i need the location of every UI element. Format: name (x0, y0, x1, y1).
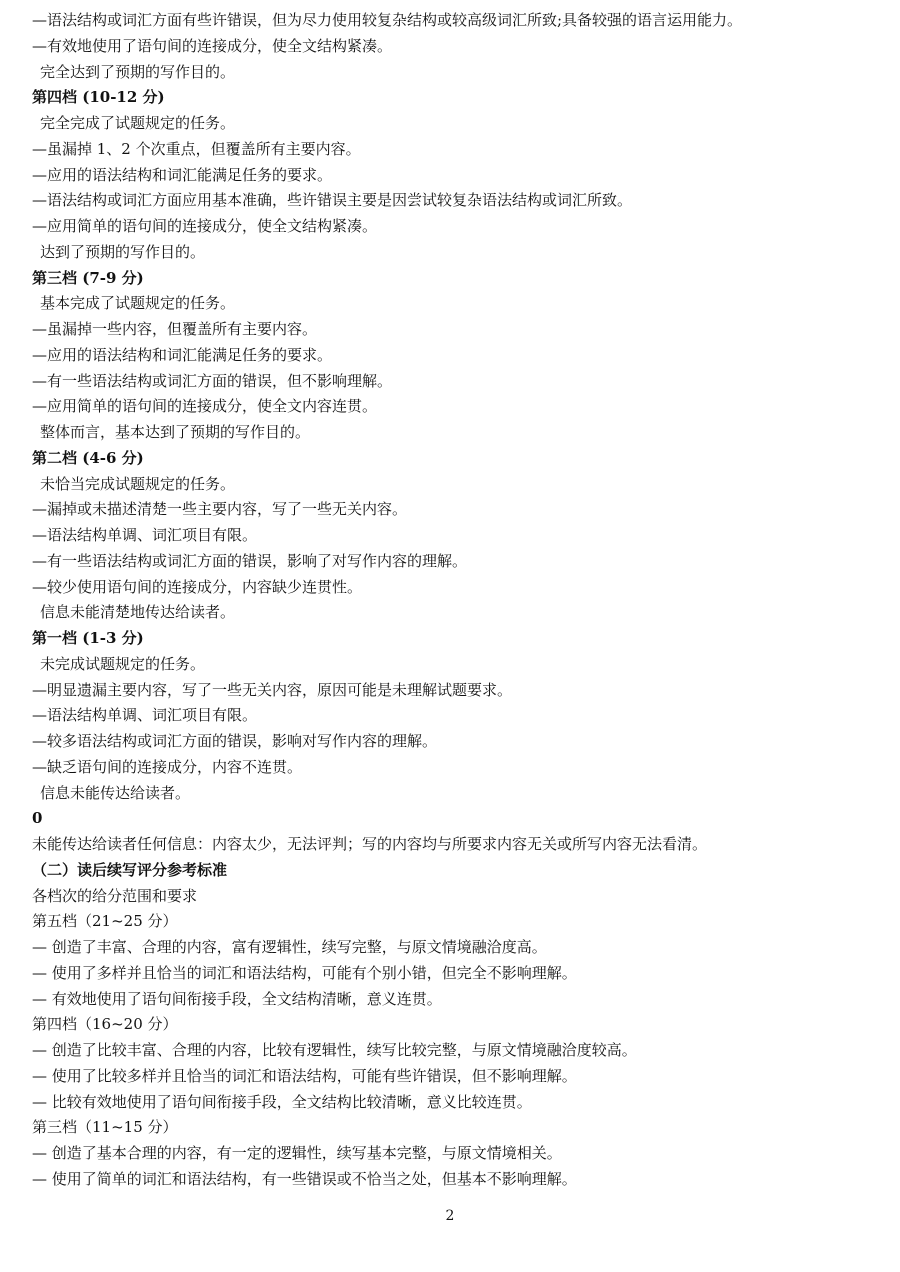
text-line: —虽漏掉一些内容，但覆盖所有主要内容。 (32, 320, 318, 338)
section-heading: （二）读后续写评分参考标准 (32, 860, 228, 879)
text-line: 未完成试题规定的任务。 (40, 654, 206, 673)
text-line: 未能传达给读者任何信息：内容太少，无法评判；写的内容均与所要求内容无关或所写内容无法看清。 (32, 835, 708, 853)
text-line: —虽漏掉 1、2 个次重点，但覆盖所有主要内容。 (32, 139, 361, 158)
text-line: —应用简单的语句间的连接成分，使全文内容连贯。 (32, 397, 378, 416)
text-line: —有一些语法结构或词汇方面的错误，影响了对写作内容的理解。 (32, 551, 468, 570)
text-line: 各档次的给分范围和要求 (32, 886, 198, 905)
text-line: —应用的语法结构和词汇能满足任务的要求。 (32, 345, 333, 364)
text-line: 未恰当完成试题规定的任务。 (40, 474, 236, 493)
section-heading: 第四档 (10-12 分) (32, 88, 165, 107)
text-line: —较多语法结构或词汇方面的错误，影响对写作内容的理解。 (32, 732, 438, 750)
text-line: 信息未能清楚地传达给读者。 (40, 603, 236, 622)
text-line: 完全完成了试题规定的任务。 (40, 114, 236, 132)
text-line: —有效地使用了语句间的连接成分，使全文结构紧凑。 (32, 36, 393, 55)
text-line: —语法结构单调、词汇项目有限。 (32, 706, 258, 725)
text-line: —应用简单的语句间的连接成分，使全文结构紧凑。 (32, 217, 378, 235)
text-line: —明显遗漏主要内容，写了一些无关内容，原因可能是未理解试题要求。 (32, 680, 513, 699)
section-heading: 第二档 (4-6 分) (32, 448, 144, 467)
text-line: 第三档（11~15 分） (32, 1118, 178, 1137)
section-heading: 第三档 (7-9 分) (32, 268, 144, 287)
text-line: — 使用了多样并且恰当的词汇和语法结构，可能有个别小错，但完全不影响理解。 (32, 963, 577, 982)
section-heading: 0 (32, 809, 43, 828)
page-number: 2 (445, 1208, 455, 1224)
section-heading: 第一档 (1-3 分) (32, 629, 144, 647)
text-line: 整体而言，基本达到了预期的写作目的。 (40, 423, 311, 441)
text-line: — 创造了比较丰富、合理的内容，比较有逻辑性，续写比较完整，与原文情境融洽度较高。 (32, 1041, 637, 1059)
text-line: 达到了预期的写作目的。 (40, 242, 206, 261)
text-line: 信息未能传达给读者。 (40, 783, 191, 802)
text-line: —较少使用语句间的连接成分，内容缺少连贯性。 (32, 577, 363, 596)
text-line: 第五档（21~25 分） (32, 912, 178, 931)
text-line: —语法结构或词汇方面有些许错误，但为尽力使用较复杂结构或较高级词汇所致;具备较强的语言运用能力。 (32, 11, 743, 29)
text-line: —漏掉或未描述清楚一些主要内容，写了一些无关内容。 (32, 500, 408, 519)
text-line: — 比较有效地使用了语句间衔接手段，全文结构比较清晰，意义比较连贯。 (32, 1092, 532, 1111)
text-line: —应用的语法结构和词汇能满足任务的要求。 (32, 165, 333, 184)
text-line: —语法结构或词汇方面应用基本准确，些许错误主要是因尝试较复杂语法结构或词汇所致。 (32, 191, 633, 210)
text-line: —语法结构单调、词汇项目有限。 (32, 526, 258, 544)
text-line: —缺乏语句间的连接成分，内容不连贯。 (32, 757, 303, 776)
text-line: 基本完成了试题规定的任务。 (40, 294, 236, 313)
text-line: — 创造了基本合理的内容，有一定的逻辑性，续写基本完整，与原文情境相关。 (32, 1144, 562, 1162)
text-line: — 使用了比较多样并且恰当的词汇和语法结构，可能有些许错误，但不影响理解。 (32, 1066, 577, 1085)
text-line: — 创造了丰富、合理的内容，富有逻辑性，续写完整，与原文情境融洽度高。 (32, 938, 547, 956)
text-line: — 使用了简单的词汇和语法结构，有一些错误或不恰当之处，但基本不影响理解。 (32, 1169, 577, 1188)
document-body (32, 8, 860, 1193)
text-line: 第四档（16~20 分） (32, 1015, 178, 1034)
text-line: —有一些语法结构或词汇方面的错误，但不影响理解。 (32, 371, 393, 390)
text-line: — 有效地使用了语句间衔接手段，全文结构清晰，意义连贯。 (32, 989, 442, 1008)
text-line: 完全达到了预期的写作目的。 (40, 62, 236, 81)
